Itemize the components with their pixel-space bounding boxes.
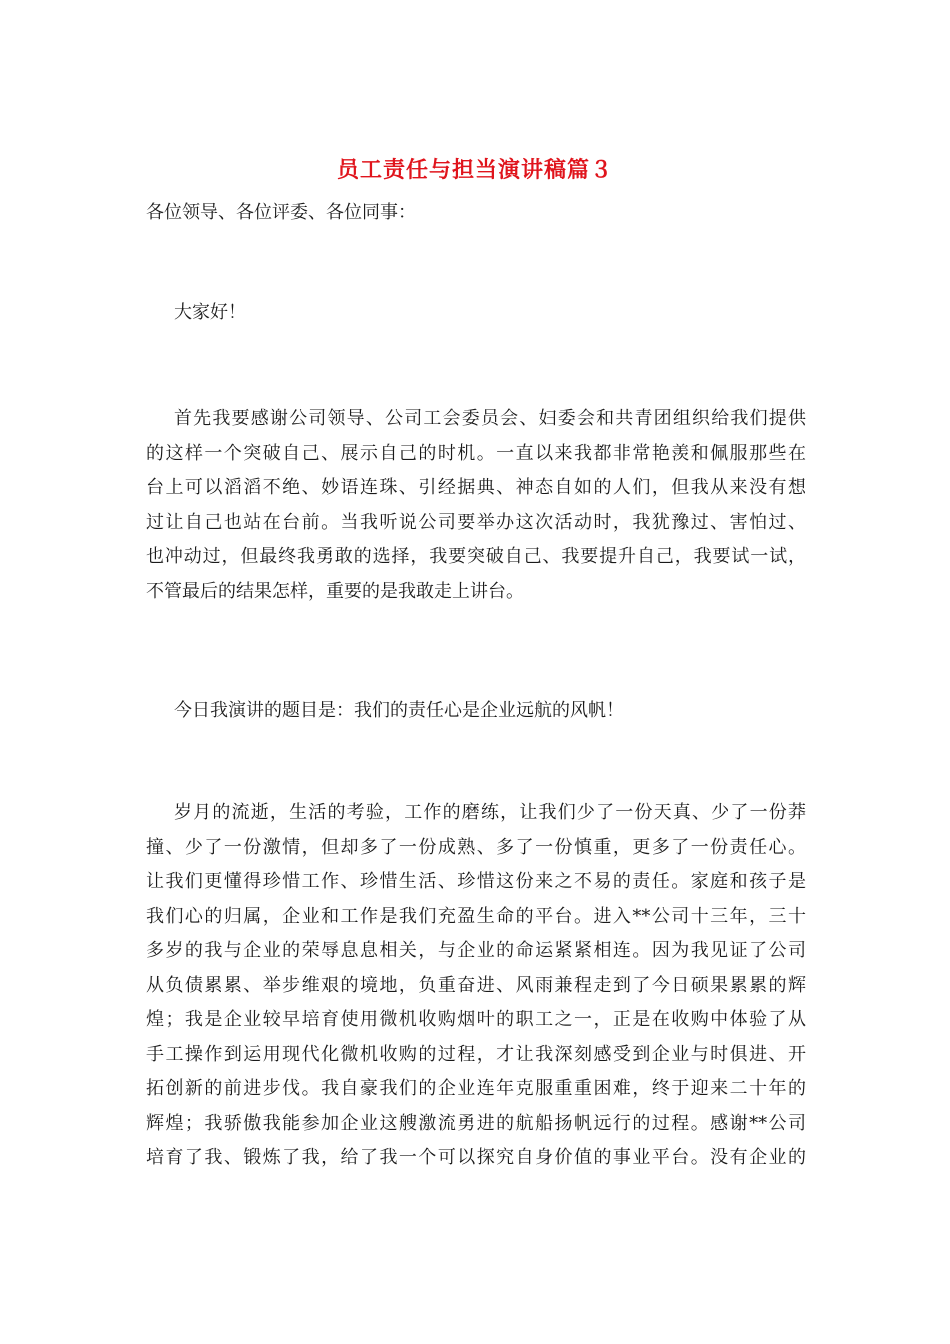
paragraph-line: 培育了我、锻炼了我，给了我一个可以探究自身价值的事业平台。没有企业的 [146,1147,806,1168]
paragraph-line: 台上可以滔滔不绝、妙语连珠、引经据典、神态自如的人们，但我从来没有想 [146,477,806,498]
paragraph-topic [146,694,806,729]
paragraph-line: 手工操作到运用现代化微机收购的过程，才让我深刻感受到企业与时俱进、开 [146,1043,806,1065]
paragraph-line: 辉煌；我骄傲我能参加企业这艘激流勇进的航船扬帆远行的过程。感谢**公司 [146,1112,806,1134]
paragraph-line: 我们心的归属，企业和工作是我们充盈生命的平台。进入**公司十三年，三十 [146,905,806,927]
paragraph-line: 今日我演讲的题目是：我们的责任心是企业远航的风帆！ [174,700,624,721]
paragraph-line: 过让自己也站在台前。当我听说公司要举办这次活动时，我犹豫过、害怕过、 [146,511,806,533]
paragraph-line: 首先我要感谢公司领导、公司工会委员会、妇委会和共青团组织给我们提供 [174,408,806,429]
salutation: 各位领导、各位评委、各位同事： [146,202,416,223]
paragraph-line: 拓创新的前进步伐。我自豪我们的企业连年克服重重困难，终于迎来二十年的 [146,1078,806,1099]
paragraph-line: 让我们更懂得珍惜工作、珍惜生活、珍惜这份来之不易的责任。家庭和孩子是 [146,871,806,892]
paragraph-line: 从负债累累、举步维艰的境地，负重奋进、风雨兼程走到了今日硕果累累的辉 [146,974,806,996]
paragraph-line: 多岁的我与企业的荣辱息息相关，与企业的命运紧紧相连。因为我见证了公司 [146,940,806,961]
paragraph-line: 岁月的流逝，生活的考验，工作的磨练，让我们少了一份天真、少了一份莽 [174,802,806,823]
paragraph-line: 撞、少了一份激情，但却多了一份成熟、多了一份慎重，更多了一份责任心。 [146,836,806,858]
paragraph-line: 也冲动过，但最终我勇敢的选择，我要突破自己、我要提升自己，我要试一试， [146,546,806,567]
paragraph-line: 的这样一个突破自己、展示自己的时机。一直以来我都非常艳羡和佩服那些在 [146,442,806,464]
paragraph-line: 不管最后的结果怎样，重要的是我敢走上讲台。 [146,580,524,602]
paragraph-line: 煌；我是企业较早培育使用微机收购烟叶的职工之一，正是在收购中体验了从 [146,1009,806,1030]
document-title: 员工责任与担当演讲稿篇３ [336,157,613,183]
paragraph-thanks [146,402,806,609]
greeting: 大家好！ [174,302,246,323]
paragraph-body [146,796,806,1176]
